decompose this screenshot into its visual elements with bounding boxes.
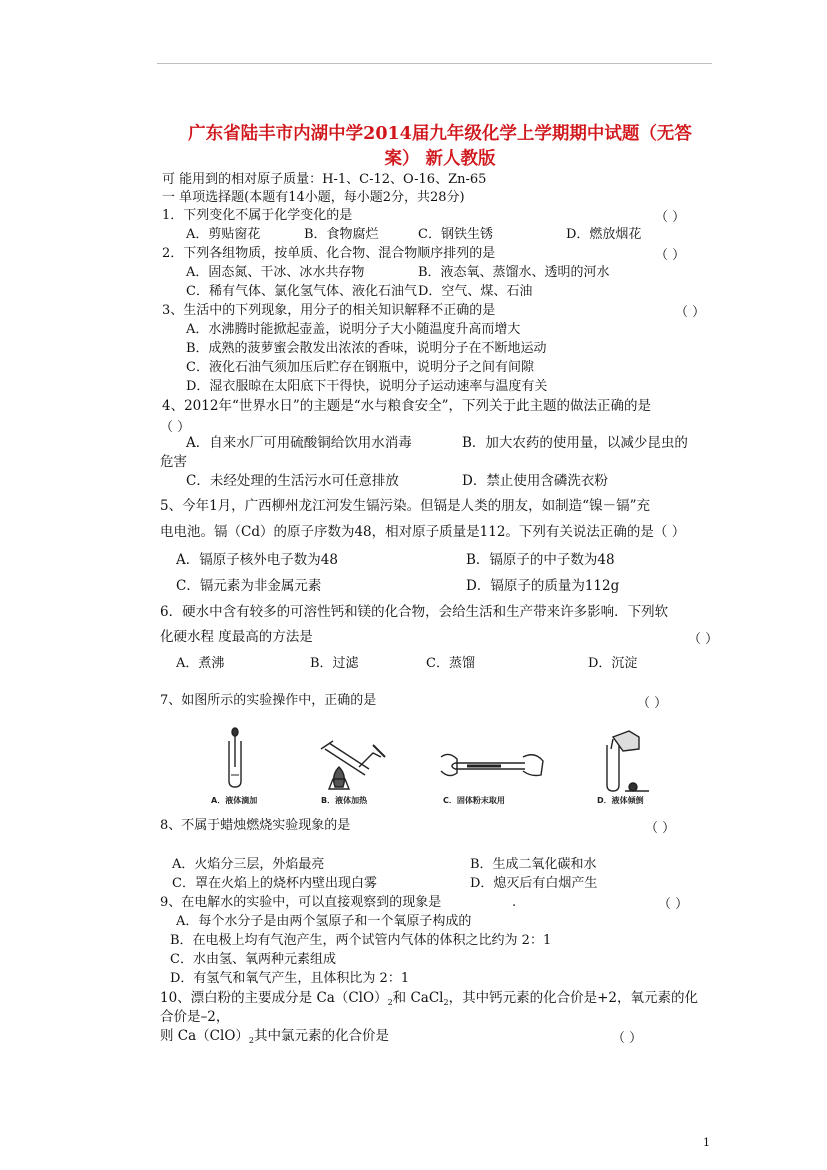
q5-stem-line2: 电电池。镉（Cd）的原子序数为48，相对原子质量是112。下列有关说法正确的是（ ） (160, 524, 686, 540)
q3-stem: 3、生活中的下列现象，用分子的相关知识解释不正确的是 (162, 303, 496, 318)
q3-answer-paren: （ ） (675, 305, 706, 320)
fig-a-dropper-icon (229, 728, 241, 787)
q6-answer-paren: （ ） (688, 632, 719, 647)
q4-option-b: B．加大农药的使用量，以减少昆虫的 (462, 435, 688, 451)
q9-dot: . (512, 895, 517, 910)
fig-label-d: D．液体倾倒 (597, 796, 644, 805)
q10-answer-paren: （ ） (612, 1031, 643, 1046)
q10-stem-line1: 10、漂白粉的主要成分是 $Ca(ClO)_2$和 CaCl$_2$，其中钙元素的化合价是+2，氧元素的化 (160, 990, 698, 1007)
fig-b-heating-icon (321, 741, 385, 789)
fig-label-c: C．固体粉末取用 (443, 796, 505, 805)
q8-option-a: A．火焰分三层，外焰最亮 (172, 857, 325, 872)
q10-stem-line2: 合价是–2， (160, 1009, 230, 1025)
fig-label-b: B．液体加热 (321, 796, 368, 805)
q8-option-b: B．生成二氧化碳和水 (470, 857, 597, 872)
q8-option-c: C．罩在火焰上的烧杯内壁出现白雾 (172, 876, 377, 891)
q9-option-d: D．有氢气和氧气产生，且体积比为 2：1 (170, 971, 410, 986)
q8-option-d: D．熄灭后有白烟产生 (470, 876, 598, 891)
q7-answer-paren: （ ） (637, 696, 668, 711)
q4-stem: 4、2012年“世界水日”的主题是“水与粮食安全”，下列关于此主题的做法正确的是 (162, 398, 652, 414)
q1-option-d: D．燃放烟花 (566, 227, 642, 242)
q2-option-d: D．空气、煤、石油 (418, 284, 533, 299)
q2-option-b: B．液态氧、蒸馏水、透明的河水 (418, 265, 610, 280)
q2-answer-paren: （ ） (655, 248, 686, 263)
q4-option-b-continued: 危害 (160, 454, 187, 470)
q7-stem: 7、如图所示的实验操作中，正确的是 (160, 693, 377, 708)
q3-option-b: B．成熟的菠萝蜜会散发出浓浓的香味，说明分子在不断地运动 (186, 341, 547, 356)
q10-stem-line3: 则 $Ca(ClO)_2$其中氯元素的化合价是 (160, 1028, 389, 1045)
q6-option-a: A．煮沸 (176, 656, 225, 671)
page-title-line2: 案） 新人教版 (384, 149, 496, 169)
q6-option-d: D．沉淀 (588, 656, 638, 671)
q9-option-b: B．在电极上均有气泡产生，两个试管内气体的体积之比约为 2：1 (170, 933, 552, 948)
q2-option-a: A．固态氮、干冰、冰水共存物 (186, 265, 365, 280)
fig-c-powder-icon (441, 754, 543, 775)
q4-option-d: D．禁止使用含磷洗衣粉 (462, 473, 608, 489)
q6-option-b: B．过滤 (310, 656, 359, 671)
q5-option-d: D．镉原子的质量为112g (466, 578, 620, 594)
q5-option-a: A．镉原子核外电子数为48 (176, 552, 338, 568)
q9-answer-paren: （ ） (658, 897, 689, 912)
q9-stem: 9、在电解水的实验中，可以直接观察到的现象是 (160, 895, 442, 910)
q9-option-c: C．水由氢、氧两种元素组成 (170, 952, 336, 967)
fig-label-a: A．液体滴加 (211, 796, 258, 805)
q8-stem: 8、不属于蜡烛燃烧实验现象的是 (160, 818, 351, 833)
section-heading: 一 单项选择题(本题有14小题，每小题2分，共28分) (162, 190, 465, 205)
atomic-masses-note: 可 能用到的相对原子质量：H-1、C-12、O-16、Zn-65 (162, 172, 487, 187)
page-number: 1 (703, 1136, 710, 1149)
fig-d-pouring-icon (607, 731, 649, 791)
q4-option-a: A．自来水厂可用硫酸铜给饮用水消毒 (186, 435, 412, 451)
q6-option-c: C．蒸馏 (426, 656, 475, 671)
q5-option-b: B．镉原子的中子数为48 (466, 552, 615, 568)
q8-answer-paren: （ ） (645, 821, 676, 836)
q6-stem-line1: 6．硬水中含有较多的可溶性钙和镁的化合物，会给生活和生产带来许多影响．下列软 (160, 604, 669, 620)
q1-option-c: C．钢铁生锈 (418, 227, 493, 242)
header-rule (157, 63, 712, 64)
q3-option-d: D．湿衣服晾在太阳底下干得快，说明分子运动速率与温度有关 (186, 379, 548, 394)
q6-stem-line2: 化硬水程 度最高的方法是 (160, 629, 313, 645)
q1-stem: 1．下列变化不属于化学变化的是 (162, 208, 353, 223)
q2-stem: 2．下列各组物质，按单质、化合物、混合物顺序排列的是 (162, 246, 496, 261)
q1-option-b: B．食物腐烂 (304, 227, 379, 242)
q2-option-c: C．稀有气体、氯化氢气体、液化石油气 (186, 284, 417, 299)
q1-option-a: A．剪贴窗花 (186, 227, 261, 242)
q3-option-a: A．水沸腾时能掀起壶盖，说明分子大小随温度升高而增大 (186, 322, 521, 337)
q1-answer-paren: （ ） (655, 210, 686, 225)
q7-lab-figure (205, 727, 665, 805)
q5-stem-line1: 5、今年1月，广西柳州龙江河发生镉污染。但镉是人类的朋友，如制造“镍－镉”充 (160, 498, 650, 514)
page-title: 广东省陆丰市内湖中学2014届九年级化学上学期期中试题（无答 (188, 124, 692, 144)
q3-option-c: C．液化石油气须加压后贮存在钢瓶中，说明分子之间有间隙 (186, 360, 534, 375)
q9-option-a: A．每个水分子是由两个氢原子和一个氧原子构成的 (176, 914, 472, 929)
q4-answer-paren: （ ） (160, 420, 191, 435)
q4-option-c: C．未经处理的生活污水可任意排放 (186, 473, 399, 489)
q5-option-c: C．镉元素为非金属元素 (176, 578, 322, 594)
